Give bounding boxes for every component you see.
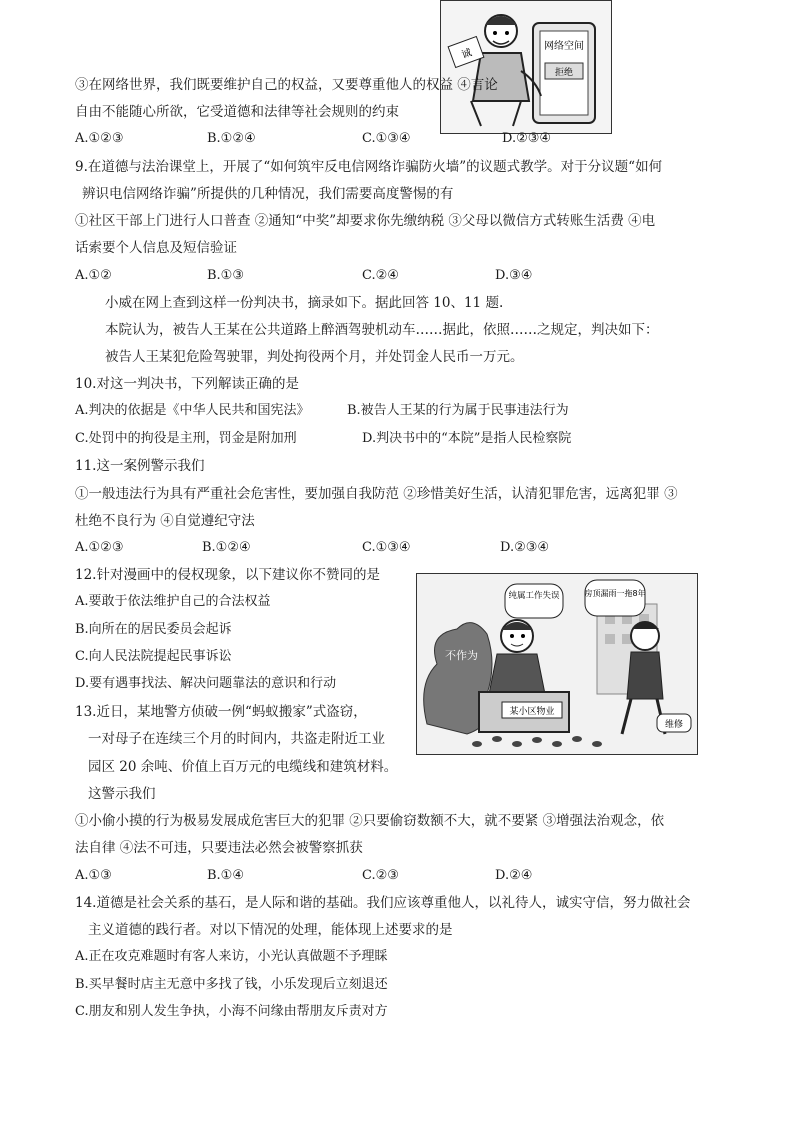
q11-stem: 11.这一案例警示我们 (75, 458, 205, 474)
q11-option-a: A.①②③ (75, 540, 124, 555)
screen-label: 网络空间 (544, 41, 584, 52)
q9-option-a: A.①② (75, 268, 112, 283)
q12-option-b: B.向所在的居民委员会起诉 (75, 622, 232, 637)
side-label: 不作为 (445, 649, 478, 662)
q9-stem-line-3: ①社区干部上门进行人口普查 ②通知“中奖”却要求你先缴纳税 ③父母以微信方式转账生活费 ④电 (75, 213, 656, 229)
q9-option-b: B.①③ (207, 268, 244, 283)
q10-option-c: C.处罚中的拘役是主刑，罚金是附加刑 (75, 431, 297, 446)
material-line-2: 被告人王某犯危险驾驶罪，判处拘役两个月，并处罚金人民币一万元。 (105, 349, 524, 365)
q12-stem: 12.针对漫画中的侵权现象，以下建议你不赞同的是 (75, 567, 380, 583)
repair-tag: 维修 (664, 720, 684, 730)
top-line-1: ③在网络世界，我们既要维护自己的权益，又要尊重他人的权益 ④言论 (75, 77, 498, 93)
q12-option-c: C.向人民法院提起民事诉讼 (75, 649, 232, 664)
top-option-d: D.②③④ (502, 131, 552, 146)
q11-line-1: ①一般违法行为具有严重社会危害性，要加强自我防范 ②珍惜美好生活，认清犯罪危害，远离犯罪 ③ (75, 486, 678, 502)
network-cartoon (440, 0, 612, 134)
q13-line-2: 一对母子在连续三个月的时间内，共盗走附近工业 (88, 731, 385, 747)
q10-stem: 10.对这一判决书，下列解读正确的是 (75, 376, 299, 392)
q10-option-b: B.被告人王某的行为属于民事违法行为 (347, 403, 569, 418)
q13-option-b: B.①④ (207, 868, 244, 883)
q9-option-c: C.②④ (362, 268, 399, 283)
q13-option-a: A.①③ (75, 868, 112, 883)
sign-right-label: 拒绝 (554, 68, 574, 78)
q13-line-3: 园区 20 余吨、价值上百万元的电缆线和建筑材料。 (88, 759, 398, 775)
q13-line-5: ①小偷小摸的行为极易发展成危害巨大的犯罪 ②只要偷窃数额不大，就不要紧 ③增强法治观念，依 (75, 813, 665, 829)
q11-option-c: C.①③④ (362, 540, 411, 555)
q11-option-d: D.②③④ (500, 540, 550, 555)
q9-stem-line-1: 9.在道德与法治课堂上，开展了“如何筑牢反电信网络诈骗防火墙”的议题式教学。对于分议题“如何 (75, 159, 663, 175)
material-line-1: 本院认为，被告人王某在公共道路上醉酒驾驶机动车……据此，依照……之规定，判决如下： (105, 322, 659, 338)
q14-line-1: 14.道德是社会关系的基石，是人际和谐的基础。我们应该尊重他人，以礼待人，诚实守信，努力做社会 (75, 895, 691, 911)
bubble-resident: 房顶漏雨一拖8年 (584, 589, 646, 598)
top-option-b: B.①②④ (207, 131, 256, 146)
q12-option-a: A.要敢于依法维护自己的合法权益 (75, 594, 271, 609)
q9-stem-line-4: 话索要个人信息及短信验证 (75, 240, 237, 256)
q14-line-2: 主义道德的践行者。对以下情况的处理，能体现上述要求的是 (88, 922, 453, 938)
q13-line-4: 这警示我们 (88, 786, 156, 802)
sign-left-label: 诚 (460, 47, 474, 62)
q11-option-b: B.①②④ (202, 540, 251, 555)
q14-option-c: C.朋友和别人发生争执，小海不问缘由帮朋友斥责对方 (75, 1004, 388, 1019)
q10-option-d: D.判决书中的“本院”是指人民检察院 (362, 431, 572, 446)
desk-label: 某小区物业 (509, 707, 555, 717)
q9-option-d: D.③④ (495, 268, 533, 283)
q13-line-1: 13.近日，某地警方侦破一例“蚂蚁搬家”式盗窃， (75, 704, 367, 720)
q9-stem-line-2: 辨识电信网络诈骗”所提供的几种情况，我们需要高度警惕的有 (82, 186, 454, 202)
q11-line-2: 杜绝不良行为 ④自觉遵纪守法 (75, 513, 255, 529)
top-option-a: A.①②③ (75, 131, 124, 146)
q13-option-c: C.②③ (362, 868, 399, 883)
bubble-official: 纯属工作失误 (508, 591, 560, 601)
q12-option-d: D.要有遇事找法、解决问题靠法的意识和行动 (75, 676, 337, 691)
q10-option-a: A.判决的依据是《中华人民共和国宪法》 (75, 403, 310, 418)
q14-option-a: A.正在攻克难题时有客人来访，小光认真做题不予理睬 (75, 949, 388, 964)
q14-option-b: B.买早餐时店主无意中多找了钱，小乐发现后立刻退还 (75, 977, 388, 992)
q13-line-6: 法自律 ④法不可违，只要违法必然会被警察抓获 (75, 840, 363, 856)
top-line-2: 自由不能随心所欲，它受道德和法律等社会规则的约束 (75, 104, 399, 120)
q13-option-d: D.②④ (495, 868, 533, 883)
material-intro: 小威在网上查到这样一份判决书，摘录如下。据此回答 10、11 题. (105, 295, 504, 311)
top-option-c: C.①③④ (362, 131, 411, 146)
property-cartoon (416, 573, 698, 755)
